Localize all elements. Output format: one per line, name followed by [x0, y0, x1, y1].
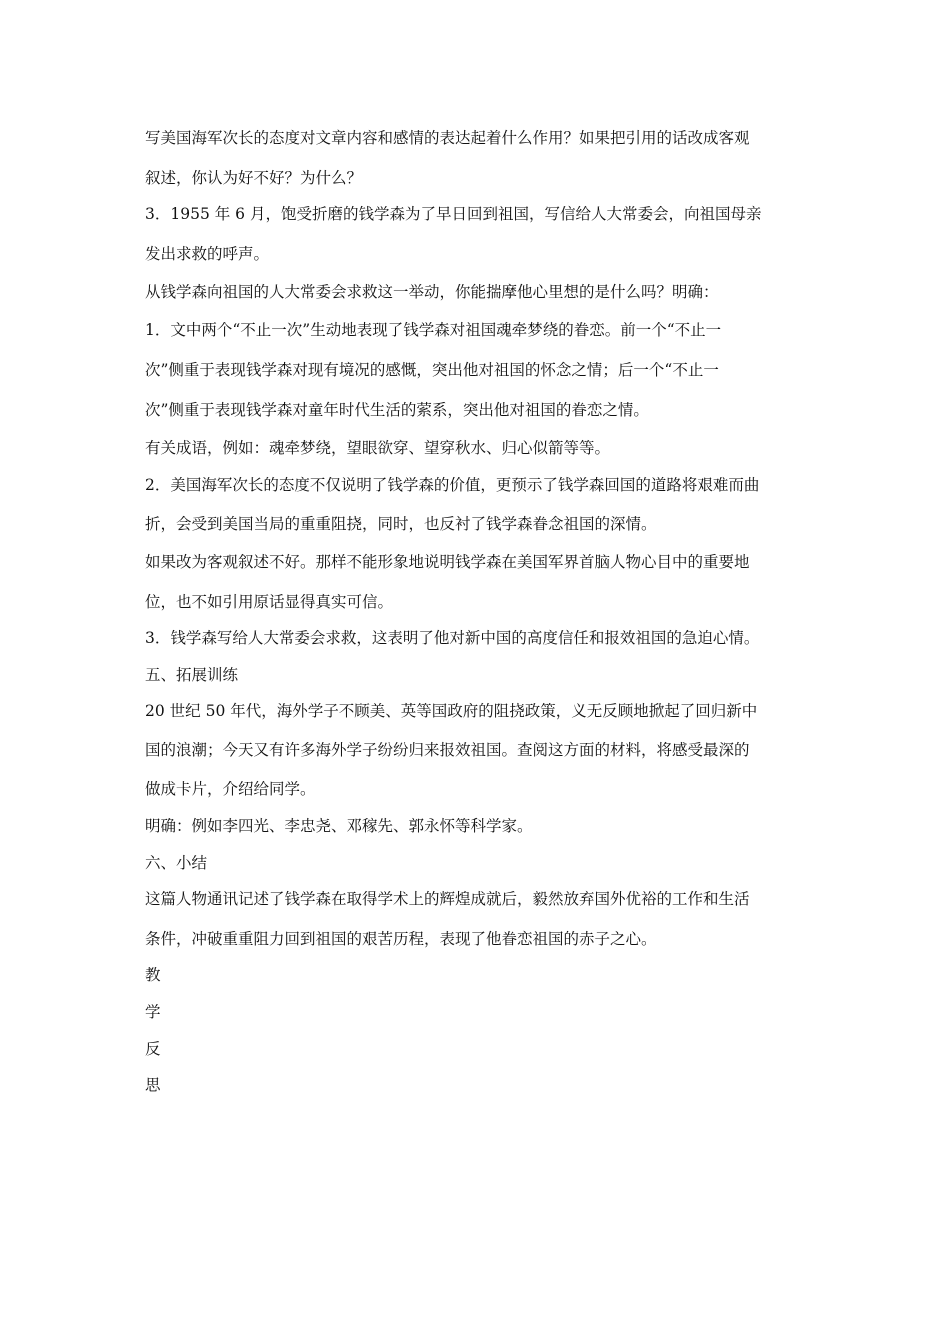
paragraph-line: 折，会受到美国当局的重重阻挠，同时，也反衬了钱学森眷念祖国的深情。 [145, 515, 657, 533]
paragraph-line: 如果改为客观叙述不好。那样不能形象地说明钱学森在美国军界首脑人物心目中的重要地 [145, 553, 750, 571]
paragraph-line: 2．美国海军次长的态度不仅说明了钱学森的价值，更预示了钱学森回国的道路将艰难而曲 [145, 476, 760, 494]
paragraph-line: 国的浪潮；今天又有许多海外学子纷纷归来报效祖国。查阅这方面的材料，将感受最深的 [145, 741, 750, 759]
paragraph-line: 明确：例如李四光、李忠尧、邓稼先、郭永怀等科学家。 [145, 817, 533, 835]
section-heading: 六、小结 [145, 854, 208, 872]
paragraph-line: 做成卡片，介绍给同学。 [145, 780, 316, 798]
paragraph-line: 次”侧重于表现钱学森对童年时代生活的萦系，突出他对祖国的眷恋之情。 [145, 401, 649, 419]
paragraph-line: 3．钱学森写给人大常委会求救，这表明了他对新中国的高度信任和报效祖国的急迫心情。 [145, 629, 760, 647]
paragraph-line: 1．文中两个“不止一次”生动地表现了钱学森对祖国魂牵梦绕的眷恋。前一个“不止一 [145, 321, 722, 339]
paragraph-line: 条件，冲破重重阻力回到祖国的艰苦历程，表现了他眷恋祖国的赤子之心。 [145, 930, 657, 948]
paragraph-line: 发出求救的呼声。 [145, 245, 270, 263]
paragraph-line: 从钱学森向祖国的人大常委会求救这一举动，你能揣摩他心里想的是什么吗？明确： [145, 283, 719, 301]
reflection-char: 教 [145, 966, 161, 984]
reflection-char: 反 [145, 1040, 161, 1058]
section-heading: 五、拓展训练 [145, 666, 239, 684]
paragraph-line: 叙述，你认为好不好？为什么？ [145, 169, 363, 187]
paragraph-line: 这篇人物通讯记述了钱学森在取得学术上的辉煌成就后，毅然放弃国外优裕的工作和生活 [145, 890, 750, 908]
paragraph-line: 3．1955 年 6 月，饱受折磨的钱学森为了早日回到祖国，写信给人大常委会，向祖国母亲 [145, 205, 762, 223]
reflection-char: 思 [145, 1076, 161, 1094]
paragraph-line: 次”侧重于表现钱学森对现有境况的感慨，突出他对祖国的怀念之情；后一个“不止一 [145, 361, 719, 379]
paragraph-line: 有关成语，例如：魂牵梦绕，望眼欲穿、望穿秋水、归心似箭等等。 [145, 439, 611, 457]
paragraph-line: 20 世纪 50 年代，海外学子不顾美、英等国政府的阻挠政策，义无反顾地掀起了回归新中 [145, 702, 758, 720]
paragraph-line: 写美国海军次长的态度对文章内容和感情的表达起着什么作用？如果把引用的话改成客观 [145, 129, 750, 147]
reflection-char: 学 [145, 1003, 161, 1021]
paragraph-line: 位，也不如引用原话显得真实可信。 [145, 593, 394, 611]
